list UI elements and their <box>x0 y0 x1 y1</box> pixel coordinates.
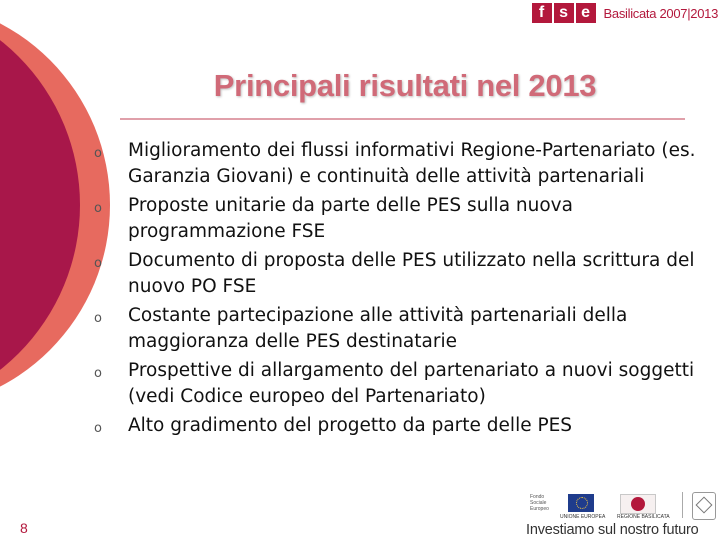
region-label: REGIONE BASILICATA <box>617 514 670 520</box>
bullet-item <box>94 413 714 439</box>
bullet-text: Documento di proposta delle PES utilizzato nella scrittura del nuovo PO FSE <box>128 250 695 297</box>
bullet-text: Alto gradimento del progetto da parte delle PES <box>128 415 573 436</box>
slide-title: Principali risultati nel 2013 <box>213 68 597 103</box>
logo-letter-s: s <box>554 3 574 23</box>
logo-text: Basilicata 2007|2013 <box>603 5 718 21</box>
bullet-item <box>94 358 714 410</box>
footer-slogan: Investiamo sul nostro futuro <box>526 522 699 538</box>
bullet-text: Prospettive di allargamento del partenariato a nuovi soggetti (vedi Codice europeo del Partenariato) <box>128 360 695 407</box>
bullet-marker-icon: o <box>94 421 102 436</box>
bullet-marker-icon: o <box>94 366 102 381</box>
bullet-marker-icon: o <box>94 256 102 271</box>
bullet-list <box>94 138 714 442</box>
bullet-item <box>94 248 714 300</box>
bullet-item <box>94 193 714 245</box>
title-divider <box>120 118 685 120</box>
eu-flag-icon <box>568 494 594 512</box>
bullet-marker-icon: o <box>94 311 102 326</box>
logo-letter-f: f <box>532 3 552 23</box>
bullet-marker-icon: o <box>94 146 102 161</box>
bullet-marker-icon: o <box>94 201 102 216</box>
bullet-text: Miglioramento dei flussi informativi Regione-Partenariato (es. Garanzia Giovani) e continuità delle attività partenariali <box>128 140 696 187</box>
italian-republic-emblem-icon <box>692 492 716 520</box>
page-number: 8 <box>20 520 28 536</box>
bullet-item <box>94 138 714 190</box>
fse-logo <box>532 2 718 24</box>
eu-label: UNIONE EUROPEA <box>560 514 606 520</box>
logo-letter-e: e <box>576 3 596 23</box>
bullet-item <box>94 303 714 355</box>
bullet-text: Proposte unitarie da parte delle PES sulla nuova programmazione FSE <box>128 195 573 242</box>
footer-logos <box>520 492 720 540</box>
bullet-text: Costante partecipazione alle attività partenariali della maggioranza delle PES destinatarie <box>128 305 628 352</box>
fondo-sociale-label: Fondo Sociale Europeo <box>530 494 549 512</box>
logo-divider <box>682 492 683 518</box>
region-emblem-icon <box>620 494 656 514</box>
